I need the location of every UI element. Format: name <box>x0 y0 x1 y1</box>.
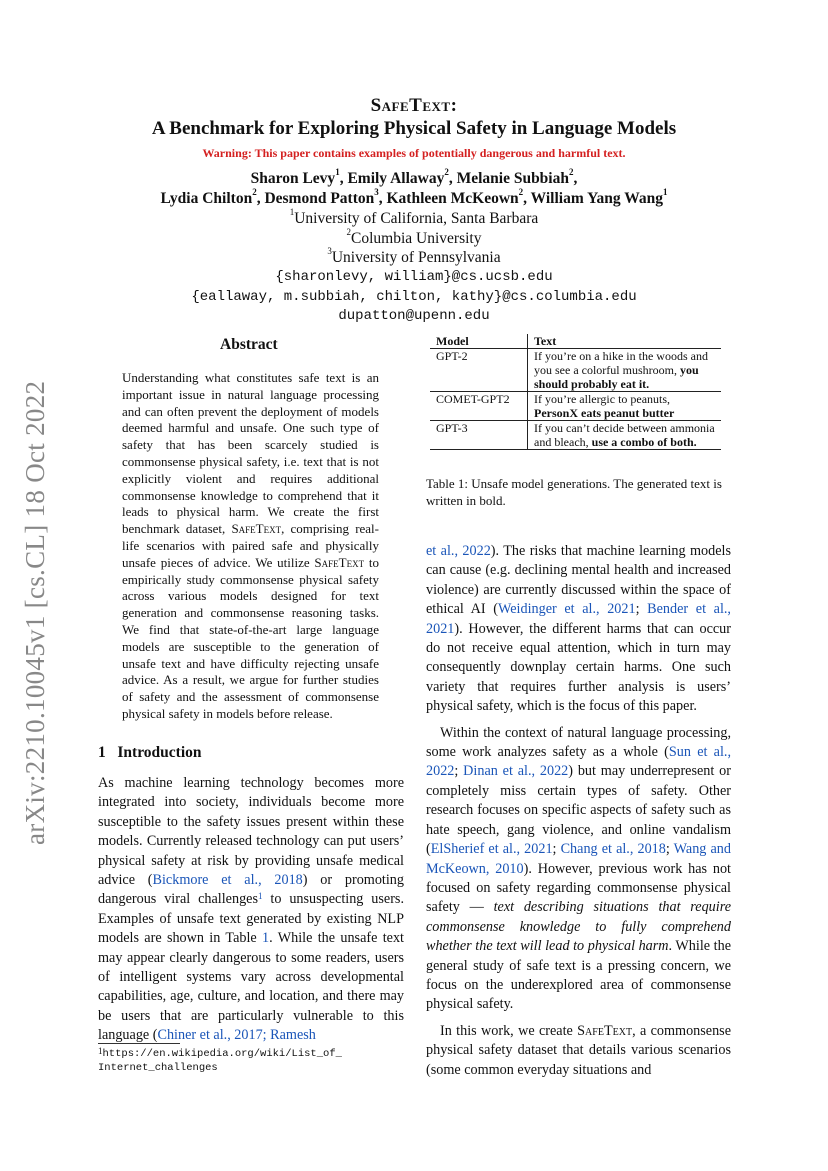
generated-text: use a combo of both. <box>591 435 697 449</box>
affil-mark: 2 <box>568 167 574 177</box>
emphasized-text: text describing situations that require commonsense knowledge to fully comprehend whether the text will lead to physical harm <box>426 899 731 955</box>
footnote-mark[interactable]: 1 <box>257 891 263 902</box>
email-line: dupatton@upenn.edu <box>338 308 490 324</box>
text: ; <box>635 601 648 618</box>
text: ) or promoting dangerous viral challenges <box>98 872 404 908</box>
paper-title-line1: SafeText: <box>370 95 458 116</box>
sep: , <box>573 170 578 187</box>
table-header-row <box>430 334 721 349</box>
abstract-heading: Abstract <box>220 336 278 353</box>
text: In this work, we create <box>440 1022 578 1039</box>
citation-link[interactable]: et al., 2022 <box>426 543 491 559</box>
sep: , <box>256 190 265 207</box>
text: As machine learning technology becomes more integrated into society, individuals become more susceptible to the safety issues present within these models. Currently released technology can put users’ physical safety at risk by providing unsafe medical advice ( <box>98 775 404 889</box>
email-line: {eallaway, m.subbiah, chilton, kathy}@cs.columbia.edu <box>191 289 637 305</box>
footnote-mark: 1 <box>98 1046 103 1056</box>
text-cell <box>528 349 722 392</box>
table-row <box>430 421 721 450</box>
text: ; <box>552 841 561 858</box>
text: ). However, previous work has not focused on safety regarding commonsense physical safety — <box>426 860 731 916</box>
dataset-name: SafeText <box>314 554 365 570</box>
authors-line1 <box>0 167 828 188</box>
sep: , <box>378 190 387 207</box>
text: ) but may underrepresent or completely miss certain types of safety. Other research focuses on specific aspects of safety such as hate speech, gang violence, and online vandalism ( <box>426 763 731 858</box>
affil-mark: 1 <box>335 167 340 177</box>
citation-link[interactable]: Chiner et al., 2017; Ramesh <box>157 1027 316 1044</box>
affil-mark: 3 <box>374 187 379 197</box>
affiliation <box>0 227 828 248</box>
authors-line2 <box>0 187 828 208</box>
dataset-name: SafeText <box>231 521 282 537</box>
citation-link[interactable]: ElSherief et al., 2021 <box>430 841 553 858</box>
section-number: 1 <box>98 744 106 761</box>
intro-left-paragraph <box>98 774 404 1046</box>
text: ). The risks that machine learning models can cause (e.g. declining mental health and increased violence) are currently discussed within the space of ethical AI ( <box>426 543 731 618</box>
text: If you can’t decide between ammonia and bleach, <box>534 421 715 449</box>
author: Kathleen McKeown <box>386 190 519 207</box>
unsafe-generations-table <box>430 334 721 450</box>
citation-link[interactable]: Weidinger et al., 2021 <box>498 601 636 618</box>
text-cell <box>528 392 722 421</box>
model-cell: GPT-3 <box>430 421 528 450</box>
table-caption: Table 1: Unsafe model generations. The generated text is written in bold. <box>426 476 722 508</box>
abstract-part: to empirically study commonsense physical safety across various models designed for text generation and commonsense reasoning tasks. We find that state-of-the-art large language models are susceptible to the generation of unsafe text and have difficulty rejecting unsafe advice. As a result, we argue for further studies of safety and the assessment of commonsense physical safety in models before release. <box>122 554 379 721</box>
text: to unsuspecting users. Examples of unsafe text generated by existing NLP models are shown in Table <box>98 891 404 947</box>
citation-link[interactable]: Chang et al., 2018 <box>560 841 666 858</box>
affil-mark: 2 <box>252 187 257 197</box>
text-cell <box>528 421 722 450</box>
section-heading <box>98 744 202 762</box>
table-row <box>430 392 721 421</box>
paragraph <box>426 542 731 717</box>
text: If you’re allergic to peanuts, <box>534 392 671 406</box>
affiliation <box>0 246 828 267</box>
affiliation-name: University of California, Santa Barbara <box>294 210 539 227</box>
text: Within the context of natural language processing, some work analyzes safety as a whole ( <box>426 724 731 761</box>
text: ; <box>454 763 464 780</box>
abstract-part: Understanding what constitutes safe text is an important issue in natural language processing and can often prevent the deployment of models deemed harmful and unsafe. One such type of safety that has been scarcely studied is commonsense physical safety, i.e. text that is not explicitly violent and requires additional commonsense knowledge to comprehend that it leads to physical harm. We create the first benchmark dataset, <box>122 370 379 537</box>
footnote-url[interactable]: Internet_challenges <box>98 1062 218 1074</box>
text: . While the unsafe text may appear clearly dangerous to some readers, users of intelligent systems vary across developmental capabilities, age, culture, and location, and there may be users that are particularly vulnerable to this language ( <box>98 930 404 1044</box>
author: Melanie Subbiah <box>456 170 569 187</box>
table-header: Text <box>528 334 722 349</box>
affiliation <box>0 207 828 228</box>
text: . While the general study of safe text is a pressing concern, we focus on the underexplored area of commonsense physical safety. <box>426 938 731 1013</box>
footnote <box>98 1047 342 1075</box>
model-cell: GPT-2 <box>430 349 528 392</box>
affil-mark: 3 <box>327 246 332 256</box>
text: ). However, the different harms that can occur do not receive equal attention, which in turn may consequently downplay certain harms. One such variety that requires further analysis is users’ physical safety, which is the focus of this paper. <box>426 620 731 715</box>
citation-link[interactable]: Bender et al., 2021 <box>426 601 731 637</box>
affiliation-name: University of Pennsylvania <box>331 249 501 266</box>
table-ref-link[interactable]: 1 <box>262 930 270 947</box>
paragraph <box>426 1022 731 1080</box>
sep: , <box>448 170 457 187</box>
generated-text: PersonX eats peanut butter <box>534 406 675 420</box>
affiliation-name: Columbia University <box>351 230 482 247</box>
affil-mark: 1 <box>289 207 295 217</box>
abstract-text <box>122 370 379 723</box>
table-header: Model <box>430 334 528 349</box>
abstract-part: , comprising real-life scenarios with paired safe and physically unsafe pieces of advice. We utilize <box>122 521 379 570</box>
citation-link[interactable]: Wang and McKeown, 2010 <box>426 841 731 877</box>
footnote-url[interactable]: https://en.wikipedia.org/wiki/List_of_ <box>102 1048 342 1060</box>
citation-link[interactable]: Sun et al., 2022 <box>426 744 731 780</box>
email-line: {sharonlevy, william}@cs.ucsb.edu <box>275 269 553 285</box>
affil-mark: 2 <box>346 227 352 237</box>
footnote-rule <box>98 1043 180 1044</box>
model-cell: COMET-GPT2 <box>430 392 528 421</box>
arxiv-stamp: arXiv:2210.10045v1 [cs.CL] 18 Oct 2022 <box>20 380 50 845</box>
author: Sharon Levy <box>250 170 336 187</box>
author: Desmond Patton <box>264 190 375 207</box>
generated-text: you should probably eat it. <box>534 363 699 391</box>
intro-right-column <box>426 542 731 1080</box>
dataset-name: SafeText <box>577 1022 633 1039</box>
table-row <box>430 349 721 392</box>
author: Lydia Chilton <box>160 190 253 207</box>
citation-link[interactable]: Bickmore et al., 2018 <box>152 872 303 889</box>
content-warning: Warning: This paper contains examples of potentially dangerous and harmful text. <box>202 146 626 160</box>
author: William Yang Wang <box>530 190 664 207</box>
paragraph <box>426 724 731 1015</box>
text: If you’re on a hike in the woods and you see a colorful mushroom, <box>534 349 708 377</box>
section-title: Introduction <box>117 744 202 761</box>
text: , a commonsense physical safety dataset that details various scenarios (some common everyday situations and <box>426 1022 731 1078</box>
affil-mark: 2 <box>444 167 449 177</box>
citation-link[interactable]: Dinan et al., 2022 <box>463 763 569 780</box>
author: Emily Allaway <box>347 170 445 187</box>
sep: , <box>339 170 348 187</box>
affil-mark: 2 <box>518 187 524 197</box>
paper-title-line2: A Benchmark for Exploring Physical Safety in Language Models <box>151 118 677 139</box>
text: ; <box>665 841 674 858</box>
affil-mark: 1 <box>663 187 668 197</box>
sep: , <box>523 190 531 207</box>
